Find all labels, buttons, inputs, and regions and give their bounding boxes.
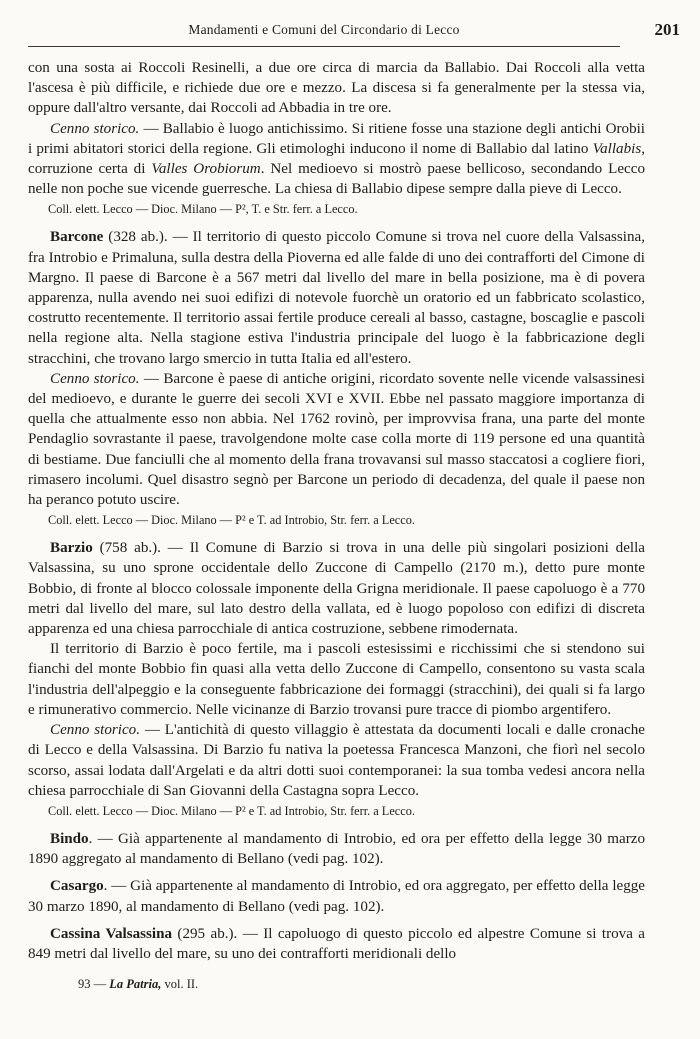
history-label: Cenno storico. [50, 120, 140, 137]
page-header [28, 20, 680, 47]
latin-term: Valles Orobiorum [151, 161, 261, 178]
entry-text: . — Già appartenente al mandamento di Introbio, ed ora per effetto della legge 30 marzo 1890 aggregato al mandamento di Bellano (vedi pag. 102). [28, 830, 645, 868]
history-text: — Ballabio è luogo antichissimo. Si ritiene fosse una stazione degli antichi Orobii i primi abitatori storici della regione. Gli etimologhi inducono il nome di Ballabio dal latino [28, 120, 646, 157]
page-number: 201 [654, 20, 680, 39]
history-text: — L'antichità di questo villaggio è attestata da documenti locali e dalle cronache di Lecco e della Valsassina. Di Barzio fu nativa la poetessa Francesca Manzoni, che fiorì nel secolo scorso, assai lodata dall'Argelati e da altri dotti suoi contemporanei: la sua tomba vedesi ancora nella chiesa parrocchiale di San Giovanni della Castagna sopra Lecco. [28, 722, 645, 799]
entry-title: Cassina Valsassina [50, 925, 173, 942]
history-text: . Nel medioevo si mostrò paese bellicoso, secondando Lecco nelle non poche sue vicende guerresche. La chiesa di Ballabio dipese sempre dalla pieve di Lecco. [28, 161, 645, 198]
entry-text: (328 ab.). — Il territorio di questo piccolo Comune si trova nel cuore della Valsassina, fra Introbio e Primaluna, sulla destra della Pioverna ed alle falde di uno dei contrafforti del Cimone di Margno. Il paese di Barcone è a 567 metri dal livello del mare in bella posizione, ma è di povera apparenza, nulla avendo nei suoi edifizi di notevole fuorchè un oratorio ed un fabbricato scolastico, costrutto recentemente. Il territorio assai fertile produce cereali al basso, castagne, boscaglie e pascoli nella regione alta. Nella stagione estiva l'industria principale del luogo è la fabbricazione degli stracchini, che trovano largo smercio in tutta Italia ed all'estero. [28, 229, 645, 367]
entry-text: . — Già appartenente al mandamento di Introbio, ed ora aggregato, per effetto della legge 30 marzo 1890, al mandamento di Bellano (vedi pag. 102). [28, 878, 645, 915]
entry-text: (295 ab.). — Il capoluogo di questo piccolo ed alpestre Comune si trova a 849 metri dal livello del mare, su uno dei contrafforti meridionali dello [28, 925, 646, 962]
ballabio-paragraph: con una sosta ai Roccoli Resinelli, a due ore circa di marcia da Ballabio. Dai Roccoli alla vetta l'ascesa è più difficile, e richiede due ore e mezzo. La discesa si fa generalmente per la stessa via, oppure dall'altro versante, dai Roccoli ad Abbadia in tre ore. [28, 60, 645, 117]
barcone-reference: Coll. elett. Lecco — Dioc. Milano — P² e T. ad Introbio, Str. ferr. a Lecco. [48, 513, 415, 528]
signature-number: 93 — [78, 977, 107, 991]
entry-title: Bindo [50, 830, 89, 847]
ballabio-history [28, 119, 645, 200]
cassina-entry [28, 924, 645, 964]
barcone-entry [28, 227, 645, 368]
entry-text: (758 ab.). — Il Comune di Barzio si trova in una delle più singolari posizioni della Valsassina, su uno sprone occidentale dello Zuccone di Campello (2170 m.), detto pure monte Bobbio, di fronte al blocco colossale imponente della Grigna meridionale. Il paese capoluogo è a 770 metri dal livello del mare, sul lato destro della vallata, ed è luogo popoloso con edifizi di discreta apparenza ed una chiesa parrocchiale di antica costruzione, sebbene rimodernata. [28, 540, 645, 638]
casargo-entry [28, 876, 645, 916]
barzio-paragraph: Il territorio di Barzio è poco fertile, ma i pascoli estesissimi e ricchissimi che si stendono sui fianchi del monte Bobbio fin quasi alla vetta dello Zuccone di Campello, consentono su vasta scala l'industria dell'alpeggio e la conseguente fabbricazione dei formaggi (stracchini), dei quali si fa largo e rimunerativo commercio. Nelle vicinanze di Barzio trovansi pure tracce di piombo argentifero. [28, 641, 645, 718]
entry-title: Barzio [50, 540, 93, 557]
publication-title: La Patria, [109, 977, 162, 991]
barcone-history [28, 369, 645, 510]
history-text: , corruzione certa di [28, 140, 645, 178]
barzio-entry [28, 538, 645, 639]
page-body [28, 58, 645, 964]
entry-title: Casargo [50, 878, 104, 895]
printer-signature [78, 977, 198, 992]
entry-title: Barcone [50, 229, 104, 246]
history-label: Cenno storico. [50, 722, 140, 739]
history-text: — Barcone è paese di antiche origini, ricordato sovente nelle vicende valsassinesi del medioevo, e durante le guerre dei secoli XVI e XVII. Ebbe nel passato maggiore importanza di quella che attualmente esso non abbia. Nel 1762 rovinò, per improvvisa frana, una parte del monte Pendaglio sovrastante il paese, travolgendone molte case colla morte di 119 persone ed una quantità di bestiame. Due fanciulli che al momento della frana trovavansi sul masso staccatosi a cogliere fiori, rimasero incolumi. Quel disastro segnò per Barcone un periodo di decadenza, del quale il paese non ha peranco potuto uscire. [28, 370, 645, 509]
bindo-entry [28, 829, 645, 869]
barzio-history [28, 720, 645, 801]
volume-label: vol. II. [164, 977, 199, 991]
barzio-reference: Coll. elett. Lecco — Dioc. Milano — P² e T. ad Introbio, Str. ferr. a Lecco. [48, 803, 415, 818]
latin-term: Vallabis [592, 140, 642, 157]
history-label: Cenno storico. [50, 370, 140, 387]
running-head: Mandamenti e Comuni del Circondario di Lecco [188, 22, 460, 37]
ballabio-reference: Coll. elett. Lecco — Dioc. Milano — P², T. e Str. ferr. a Lecco. [48, 202, 358, 217]
